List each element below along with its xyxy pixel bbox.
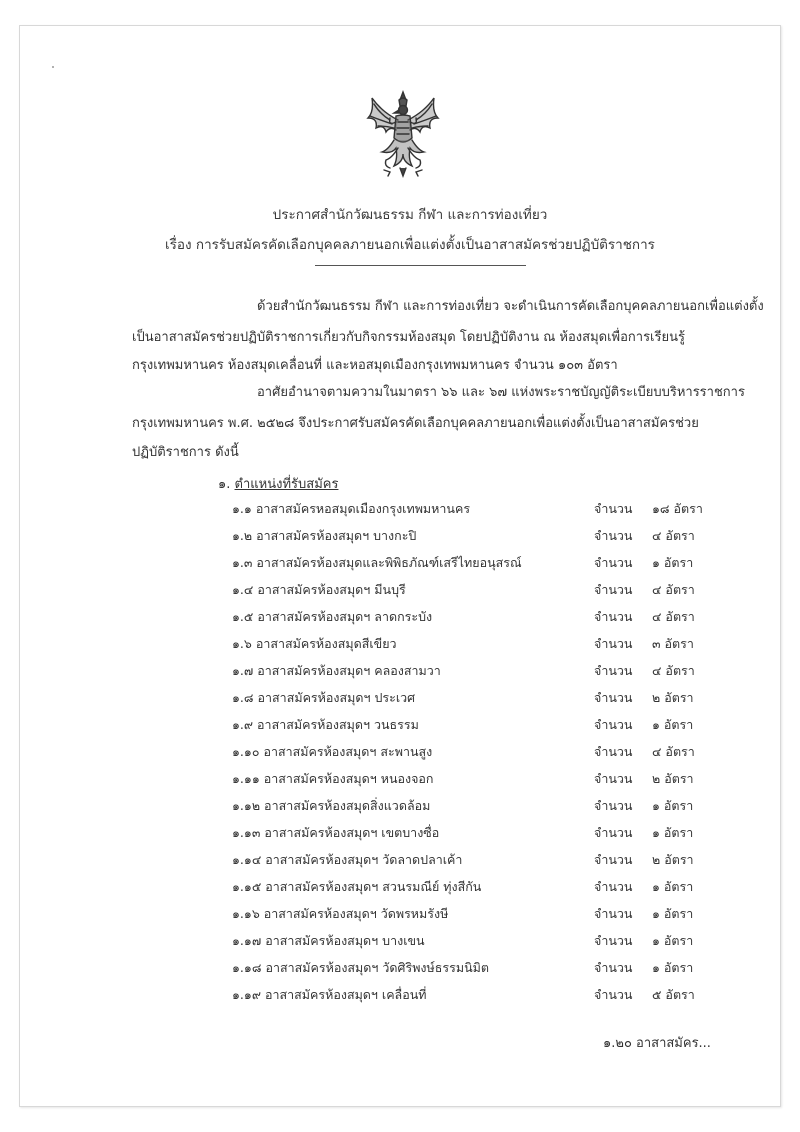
list-item [0, 715, 800, 735]
count-label: จำนวน [594, 825, 633, 840]
position-name: ๑.๕ อาสาสมัครห้องสมุดฯ ลาดกระบัง [232, 609, 433, 624]
count-value: ๑ อัตรา [652, 933, 694, 948]
position-name: ๑.๙ อาสาสมัครห้องสมุดฯ วนธรรม [232, 717, 419, 732]
position-count [594, 985, 695, 1005]
position-count [594, 661, 695, 681]
count-value: ๔ อัตรา [652, 609, 695, 624]
list-item [0, 796, 800, 816]
position-count [594, 526, 695, 546]
count-label: จำนวน [594, 636, 633, 651]
list-item [0, 850, 800, 870]
position-count [594, 607, 695, 627]
list-item [0, 661, 800, 681]
list-item [0, 958, 800, 978]
count-value: ๔ อัตรา [652, 663, 695, 678]
count-label: จำนวน [594, 933, 633, 948]
garuda-emblem-icon [360, 88, 446, 180]
position-name: ๑.๑๕ อาสาสมัครห้องสมุดฯ สวนรมณีย์ ทุ่งสีกัน [232, 879, 482, 894]
count-value: ๒ อัตรา [652, 690, 694, 705]
list-item [0, 580, 800, 600]
count-label: จำนวน [594, 663, 633, 678]
list-item [0, 526, 800, 546]
count-value: ๔ อัตรา [652, 744, 695, 759]
count-label: จำนวน [594, 879, 633, 894]
list-item [0, 823, 800, 843]
position-name: ๑.๑๑ อาสาสมัครห้องสมุดฯ หนองจอก [232, 771, 434, 786]
section-heading [218, 473, 338, 494]
count-label: จำนวน [594, 555, 633, 570]
count-label: จำนวน [594, 744, 633, 759]
position-name: ๑.๗ อาสาสมัครห้องสมุดฯ คลองสามวา [232, 663, 441, 678]
position-count [594, 688, 694, 708]
position-name: ๑.๖ อาสาสมัครห้องสมุดสีเขียว [232, 636, 397, 651]
count-label: จำนวน [594, 582, 633, 597]
count-label: จำนวน [594, 528, 633, 543]
position-name: ๑.๑๖ อาสาสมัครห้องสมุดฯ วัดพรหมรังษี [232, 906, 449, 921]
count-value: ๑ อัตรา [652, 825, 694, 840]
count-value: ๓ อัตรา [652, 636, 694, 651]
announcement-subject: เรื่อง การรับสมัครคัดเลือกบุคคลภายนอกเพื่อแต่งตั้งเป็นอาสาสมัครช่วยปฏิบัติราชการ [165, 237, 655, 253]
position-name: ๑.๑๒ อาสาสมัครห้องสมุดสิ่งแวดล้อม [232, 798, 431, 813]
count-label: จำนวน [594, 798, 633, 813]
paragraph-2-line-2: กรุงเทพมหานคร พ.ศ. ๒๕๒๘ จึงประกาศรับสมัครคัดเลือกบุคคลภายนอกเพื่อแต่งตั้งเป็นอาสาสมัครช่วย [132, 416, 699, 431]
count-value: ๑ อัตรา [652, 717, 694, 732]
position-name: ๑.๓ อาสาสมัครห้องสมุดและพิพิธภัณฑ์เสรีไทยอนุสรณ์ [232, 555, 522, 570]
position-name: ๑.๔ อาสาสมัครห้องสมุดฯ มีนบุรี [232, 582, 406, 597]
count-value: ๔ อัตรา [652, 528, 695, 543]
position-count [594, 580, 695, 600]
position-count [594, 769, 694, 789]
list-item [0, 688, 800, 708]
count-label: จำนวน [594, 690, 633, 705]
count-value: ๔ อัตรา [652, 582, 695, 597]
list-item [0, 553, 800, 573]
list-item [0, 634, 800, 654]
position-name: ๑.๑๘ อาสาสมัครห้องสมุดฯ วัดศิริพงษ์ธรรมนิมิต [232, 960, 489, 975]
paragraph-1-line-3: กรุงเทพมหานคร ห้องสมุดเคลื่อนที่ และหอสมุดเมืองกรุงเทพมหานคร จำนวน ๑๐๓ อัตรา [132, 358, 618, 373]
paragraph-1-line-2: เป็นอาสาสมัครช่วยปฏิบัติราชการเกี่ยวกับกิจกรรมห้องสมุด โดยปฏิบัติงาน ณ ห้องสมุดเพื่อการเรียนรู้ [132, 330, 685, 345]
scan-speck [52, 66, 54, 68]
position-name: ๑.๑๗ อาสาสมัครห้องสมุดฯ บางเขน [232, 933, 425, 948]
count-value: ๑ อัตรา [652, 798, 694, 813]
position-count [594, 931, 693, 951]
position-name: ๑.๑๙ อาสาสมัครห้องสมุดฯ เคลื่อนที่ [232, 987, 427, 1002]
section-number: ๑. [218, 477, 231, 492]
position-count [594, 877, 693, 897]
count-label: จำนวน [594, 771, 633, 786]
title-divider [315, 265, 526, 266]
list-item [0, 607, 800, 627]
list-item [0, 877, 800, 897]
count-value: ๑๘ อัตรา [652, 501, 703, 516]
position-count [594, 904, 693, 924]
count-label: จำนวน [594, 906, 633, 921]
announcement-title: ประกาศสำนักวัฒนธรรม กีฬา และการท่องเที่ยว [272, 207, 548, 223]
count-value: ๑ อัตรา [652, 960, 694, 975]
continuation-text: ๑.๒๐ อาสาสมัคร... [603, 1036, 711, 1051]
position-count [594, 958, 693, 978]
list-item [0, 742, 800, 762]
position-count [594, 634, 694, 654]
position-count [594, 850, 694, 870]
count-label: จำนวน [594, 501, 633, 516]
position-count [594, 796, 693, 816]
position-name: ๑.๑๐ อาสาสมัครห้องสมุดฯ สะพานสูง [232, 744, 433, 759]
paragraph-2-line-3: ปฏิบัติราชการ ดังนี้ [132, 445, 239, 460]
list-item [0, 904, 800, 924]
position-count [594, 499, 703, 519]
count-label: จำนวน [594, 717, 633, 732]
count-value: ๑ อัตรา [652, 879, 694, 894]
position-name: ๑.๘ อาสาสมัครห้องสมุดฯ ประเวศ [232, 690, 416, 705]
list-item [0, 499, 800, 519]
count-label: จำนวน [594, 987, 633, 1002]
count-value: ๒ อัตรา [652, 771, 694, 786]
position-count [594, 823, 693, 843]
paragraph-1-line-1: ด้วยสำนักวัฒนธรรม กีฬา และการท่องเที่ยว จะดำเนินการคัดเลือกบุคคลภายนอกเพื่อแต่งตั้ง [257, 299, 764, 314]
count-value: ๑ อัตรา [652, 906, 694, 921]
position-name: ๑.๒ อาสาสมัครห้องสมุดฯ บางกะปิ [232, 528, 417, 543]
list-item [0, 769, 800, 789]
count-value: ๕ อัตรา [652, 987, 695, 1002]
position-count [594, 715, 693, 735]
position-name: ๑.๑๔ อาสาสมัครห้องสมุดฯ วัดลาดปลาเค้า [232, 852, 463, 867]
position-count [594, 742, 695, 762]
position-name: ๑.๑ อาสาสมัครหอสมุดเมืองกรุงเทพมหานคร [232, 501, 471, 516]
position-count [594, 553, 693, 573]
list-item [0, 931, 800, 951]
section-title: ตำแหน่งที่รับสมัคร [234, 477, 339, 492]
count-value: ๑ อัตรา [652, 555, 694, 570]
count-label: จำนวน [594, 852, 633, 867]
list-item [0, 985, 800, 1005]
count-label: จำนวน [594, 609, 633, 624]
count-label: จำนวน [594, 960, 633, 975]
count-value: ๒ อัตรา [652, 852, 694, 867]
paragraph-2-line-1: อาศัยอำนาจตามความในมาตรา ๖๖ และ ๖๗ แห่งพระราชบัญญัติระเบียบบริหารราชการ [257, 385, 745, 400]
position-name: ๑.๑๓ อาสาสมัครห้องสมุดฯ เขตบางซื่อ [232, 825, 440, 840]
